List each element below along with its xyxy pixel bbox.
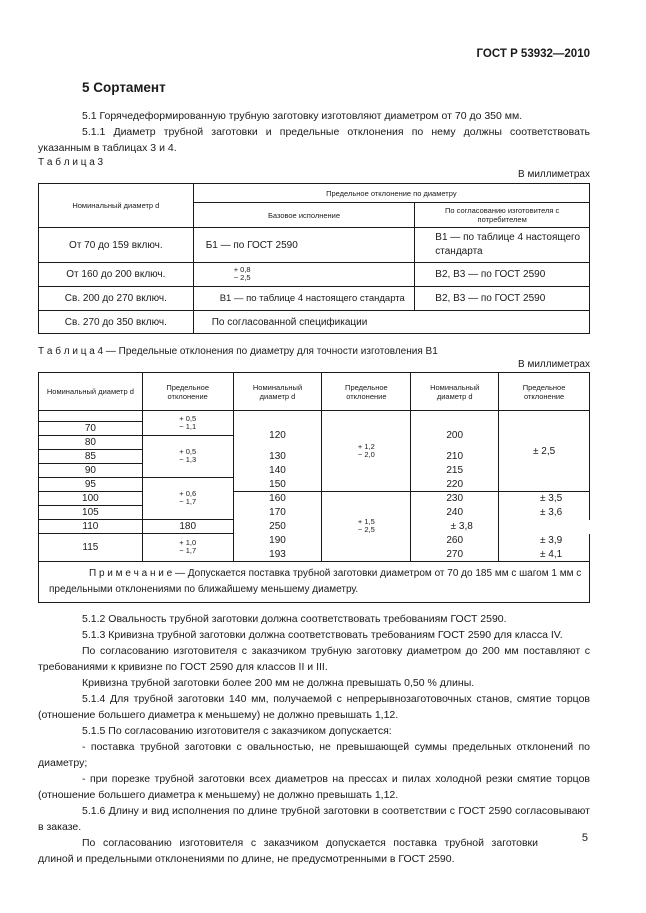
table3-caption: Т а б л и ц а 3 xyxy=(38,157,104,168)
t4-c1-tol-4-minus: − 1,7 xyxy=(179,546,197,555)
table3-head-agreement: По согласованию изготовителя с потребителем xyxy=(415,203,590,228)
table-3 xyxy=(38,183,590,334)
t4-c3-d200: 200 xyxy=(411,422,499,450)
t4-c2-tol-2-minus: − 2,5 xyxy=(357,525,375,534)
t4-c1-tol-3-minus: − 1,7 xyxy=(179,497,197,506)
table3-row2-plus: + 0,8 xyxy=(233,265,251,274)
table4-units: В миллиметрах xyxy=(518,359,590,370)
t4-c1-d105: 105 xyxy=(39,506,143,520)
paragraph-5-1-1: 5.1.1 Диаметр трубной заготовки и предельные отклонения по нему должны соответствовать указанным в таблицах 3 и 4. xyxy=(38,126,590,154)
t4-c1-tol-2-plus: + 0,5 xyxy=(179,447,197,456)
table3-row1-range: От 70 до 159 включ. xyxy=(39,228,194,263)
t4-c3-tol-b1: ± 3,5 xyxy=(499,492,590,506)
t4-c2-tol-2 xyxy=(322,492,411,562)
t4-c1-tol-2-minus: − 1,3 xyxy=(179,455,197,464)
t4-c2-tol-2-plus: + 1,5 xyxy=(357,517,375,526)
table4-note: П р и м е ч а н и е — Допускается поставка трубной заготовки диаметром от 70 до 185 мм с шагом 1 мм с предельными отклонениями по ближайшему меньшему диаметру. xyxy=(39,562,590,603)
t4-c2-d140: 140 xyxy=(233,464,322,478)
table3-units: В миллиметрах xyxy=(518,169,590,180)
t4-c2-tol-1 xyxy=(322,411,411,492)
t4-c2-tol-1-minus: − 2,0 xyxy=(357,449,375,459)
t4-c1-tol-1-minus: − 1,1 xyxy=(179,421,197,431)
t4-c1-tol-2 xyxy=(142,436,233,478)
paragraph-5-1-4: 5.1.4 Для трубной заготовки 140 мм, получаемой с непрерывнозаготовочных станов, смятие торцов (отношение большего диаметра к меньшему) не должно превышать 1,12. xyxy=(38,693,590,721)
table3-row2-minus: − 2,5 xyxy=(233,273,251,282)
t4-c1-tol-4-plus: + 1,0 xyxy=(179,538,197,547)
t4-c2-d193: 193 xyxy=(233,548,322,562)
t4-c3-tol-b2: ± 3,6 xyxy=(499,506,590,520)
table3-row2-base xyxy=(193,263,415,287)
t4-c3-tol-b5: ± 4,1 xyxy=(499,548,590,562)
paragraph-agreement-2: По согласованию изготовителя с заказчиком допускается поставка трубной заготовки длиной и предельными отклонениями по длине, не предусмотренными в ГОСТ 2590. xyxy=(38,837,538,865)
t4-c1-d70: 70 xyxy=(39,422,143,436)
table4-caption: Т а б л и ц а 4 — Предельные отклонения по диаметру для точности изготовления В1 xyxy=(38,346,438,357)
t4-c1-d100: 100 xyxy=(39,492,143,506)
t4-c3-d215: 215 xyxy=(411,464,499,478)
table3-row3-base: В1 — по таблице 4 настоящего стандарта xyxy=(193,287,415,311)
t4-c1-d90: 90 xyxy=(39,464,143,478)
paragraph-agreement-1: По согласованию изготовителя с заказчиком трубную заготовку диаметром до 200 мм поставляют с требованиями к кривизне по ГОСТ 2590 для классов II и III. xyxy=(38,645,590,673)
t4-c3-d250: 250 xyxy=(233,520,322,534)
t4-c3-d230: 230 xyxy=(411,492,499,506)
t4-c1-tol-1-plus: + 0,5 xyxy=(179,413,197,423)
t4-c2-spacer xyxy=(233,411,322,422)
t4-c3-tol-b3: ± 3,8 xyxy=(411,520,499,534)
table3-row1-agreement: В1 — по таблице 4 настоящего стандарта xyxy=(415,228,590,263)
table3-row4-range: Св. 270 до 350 включ. xyxy=(39,311,194,334)
t4-c2-tol-1-plus: + 1,2 xyxy=(357,441,375,451)
t4-c3-tol-top: ± 2,5 xyxy=(499,411,590,492)
t4-c1-d115: 115 xyxy=(39,534,143,562)
t4-head-deviation-3: Предельное отклонение xyxy=(499,373,590,411)
t4-c1-d110: 110 xyxy=(39,520,143,534)
t4-c1-tol-4 xyxy=(142,534,233,562)
t4-c3-tol-b4: ± 3,9 xyxy=(499,534,590,548)
table3-row3-agreement: В2, В3 — по ГОСТ 2590 xyxy=(415,287,590,311)
bullet-ovality: - поставка трубной заготовки с овальностью, не превышающей суммы предельных отклонений по диаметру; xyxy=(38,741,590,769)
table3-row1-base: Б1 — по ГОСТ 2590 xyxy=(193,228,415,263)
paragraph-curvature: Кривизна трубной заготовки более 200 мм не должна превышать 0,50 % длины. xyxy=(82,677,475,689)
t4-head-diameter-3: Номинальный диаметр d xyxy=(411,373,499,411)
paragraph-5-1-3: 5.1.3 Кривизна трубной заготовки должна соответствовать требованиям ГОСТ 2590 для класса IV. xyxy=(82,629,563,641)
t4-c1-tol-1 xyxy=(142,411,233,436)
paragraph-5-1-2: 5.1.2 Овальность трубной заготовки должна соответствовать требованиям ГОСТ 2590. xyxy=(82,613,507,625)
t4-c1-d85: 85 xyxy=(39,450,143,464)
t4-c1-tol-3 xyxy=(142,478,233,520)
t4-head-deviation-1: Предельное отклонение xyxy=(142,373,233,411)
page-number: 5 xyxy=(581,832,588,844)
t4-c1-spacer xyxy=(39,411,143,422)
t4-c1-d95: 95 xyxy=(39,478,143,492)
table3-head-diameter: Номинальный диаметр d xyxy=(39,184,194,228)
t4-c3-d240: 240 xyxy=(411,506,499,520)
table3-head-base: Базовое исполнение xyxy=(193,203,415,228)
t4-c3-d260: 260 xyxy=(411,534,499,548)
t4-c2-d150: 150 xyxy=(233,478,322,492)
t4-c1-d80: 80 xyxy=(39,436,143,450)
paragraph-5-1-5: 5.1.5 По согласованию изготовителя с заказчиком допускается: xyxy=(82,725,392,737)
t4-c3-d270: 270 xyxy=(411,548,499,562)
t4-c2-d120: 120 xyxy=(233,422,322,450)
t4-head-diameter-1: Номинальный диаметр d xyxy=(39,373,143,411)
table3-row4-merged: По согласованной спецификации xyxy=(193,311,589,334)
paragraph-5-1: 5.1 Горячедеформированную трубную заготовку изготовляют диаметром от 70 до 350 мм. xyxy=(82,110,523,122)
table3-row2-agreement: В2, В3 — по ГОСТ 2590 xyxy=(415,263,590,287)
table3-head-deviation: Предельное отклонение по диаметру xyxy=(193,184,589,203)
t4-c2-d170: 170 xyxy=(233,506,322,520)
t4-c3-d220: 220 xyxy=(411,478,499,492)
standard-header: ГОСТ Р 53932—2010 xyxy=(476,48,590,60)
table3-row3-range: Св. 200 до 270 включ. xyxy=(39,287,194,311)
t4-c2-d130: 130 xyxy=(233,450,322,464)
table-4 xyxy=(38,372,590,603)
t4-c2-d180: 180 xyxy=(142,520,233,534)
t4-c2-d160: 160 xyxy=(233,492,322,506)
t4-c3-d210: 210 xyxy=(411,450,499,464)
t4-head-diameter-2: Номинальный диаметр d xyxy=(233,373,322,411)
t4-c1-tol-3-plus: + 0,6 xyxy=(179,489,197,498)
paragraph-5-1-6: 5.1.6 Длину и вид исполнения по длине трубной заготовки в соответствии с ГОСТ 2590 согласовывают в заказе. xyxy=(38,805,590,833)
t4-head-deviation-2: Предельное отклонение xyxy=(322,373,411,411)
bullet-cutting: - при порезке трубной заготовки всех диаметров на прессах и пилах холодной резки смятие торцов (отношение большего диаметра к меньшему) не должно превышать 1,12. xyxy=(38,773,590,801)
table3-row2-range: От 160 до 200 включ. xyxy=(39,263,194,287)
section-title: 5 Сортамент xyxy=(82,80,166,95)
t4-c3-spacer xyxy=(411,411,499,422)
t4-c2-d190: 190 xyxy=(233,534,322,548)
